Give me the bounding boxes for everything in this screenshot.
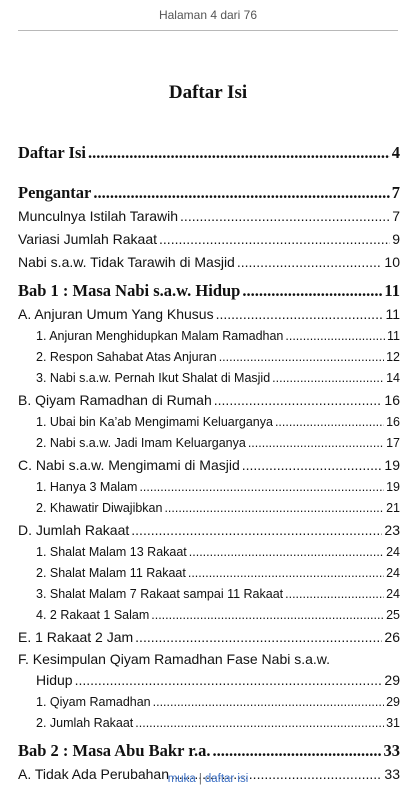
table-of-contents bbox=[18, 140, 400, 786]
footer-separator: | bbox=[198, 773, 202, 785]
toc-entry-subsection[interactable]: 1. Ubai bin Ka’ab Mengimami Keluarganya ..... 16 bbox=[18, 412, 400, 433]
toc-entry-subsection[interactable]: 4. 2 Rakaat 1 Salam ..... 25 bbox=[18, 605, 400, 626]
toc-entry-subsection[interactable]: 2. Jumlah Rakaat ..... 31 bbox=[18, 713, 400, 734]
page-footer bbox=[0, 773, 416, 785]
toc-entry-section[interactable]: B. Qiyam Ramadhan di Rumah ..... 16 bbox=[18, 389, 400, 412]
toc-entry-section[interactable]: A. Anjuran Umum Yang Khusus ..... 11 bbox=[18, 303, 400, 326]
toc-entry-subsection[interactable]: 3. Shalat Malam 7 Rakaat sampai 11 Rakaat ..... 24 bbox=[18, 584, 400, 605]
toc-entry-pengantar[interactable]: Pengantar ..... 7 bbox=[18, 180, 400, 205]
toc-entry-section[interactable]: A. Tidak Ada Perubahan ..... 33 bbox=[18, 763, 400, 786]
toc-entry-section-continued[interactable]: Hidup ..... 29 bbox=[18, 669, 400, 692]
toc-entry-subsection[interactable]: 2. Shalat Malam 11 Rakaat ..... 24 bbox=[18, 563, 400, 584]
toc-entry-section[interactable]: D. Jumlah Rakaat ..... 23 bbox=[18, 519, 400, 542]
toc-entry-subsection[interactable]: 2. Respon Sahabat Atas Anjuran ..... 12 bbox=[18, 347, 400, 368]
page-number-label: Halaman 4 dari 76 bbox=[158, 8, 258, 22]
toc-entry-daftar-isi[interactable]: Daftar Isi ..... 4 bbox=[18, 140, 400, 165]
toc-entry-section[interactable]: C. Nabi s.a.w. Mengimami di Masjid ..... 19 bbox=[18, 454, 400, 477]
toc-link[interactable]: daftar isi bbox=[204, 773, 249, 785]
toc-entry-section-first-line[interactable]: F. Kesimpulan Qiyam Ramadhan Fase Nabi s.a.w. bbox=[18, 651, 331, 667]
page-header bbox=[0, 0, 416, 30]
toc-entry-subsection[interactable]: 1. Shalat Malam 13 Rakaat ..... 24 bbox=[18, 542, 400, 563]
toc-entry-bab-2[interactable]: Bab 2 : Masa Abu Bakr r.a. ..... 33 bbox=[18, 738, 400, 763]
toc-entry[interactable]: Nabi s.a.w. Tidak Tarawih di Masjid ..... 10 bbox=[18, 251, 400, 274]
header-divider bbox=[18, 30, 398, 31]
toc-title: Daftar Isi bbox=[168, 82, 248, 103]
toc-entry-subsection[interactable]: 3. Nabi s.a.w. Pernah Ikut Shalat di Masjid ..... 14 bbox=[18, 368, 400, 389]
toc-entry-bab-1[interactable]: Bab 1 : Masa Nabi s.a.w. Hidup ..... 11 bbox=[18, 278, 400, 303]
toc-entry[interactable]: Munculnya Istilah Tarawih ..... 7 bbox=[18, 205, 400, 228]
toc-entry-subsection[interactable]: 2. Khawatir Diwajibkan ..... 21 bbox=[18, 498, 400, 519]
toc-entry-subsection[interactable]: 1. Qiyam Ramadhan ..... 29 bbox=[18, 692, 400, 713]
home-link[interactable]: muka bbox=[167, 773, 196, 785]
toc-entry-section[interactable]: E. 1 Rakaat 2 Jam ..... 26 bbox=[18, 626, 400, 649]
toc-entry-subsection[interactable]: 1. Anjuran Menghidupkan Malam Ramadhan ..... 11 bbox=[18, 326, 400, 347]
toc-entry[interactable]: Variasi Jumlah Rakaat ..... 9 bbox=[18, 228, 400, 251]
toc-entry-subsection[interactable]: 2. Nabi s.a.w. Jadi Imam Keluarganya ..... 17 bbox=[18, 433, 400, 454]
toc-entry-subsection[interactable]: 1. Hanya 3 Malam ..... 19 bbox=[18, 477, 400, 498]
